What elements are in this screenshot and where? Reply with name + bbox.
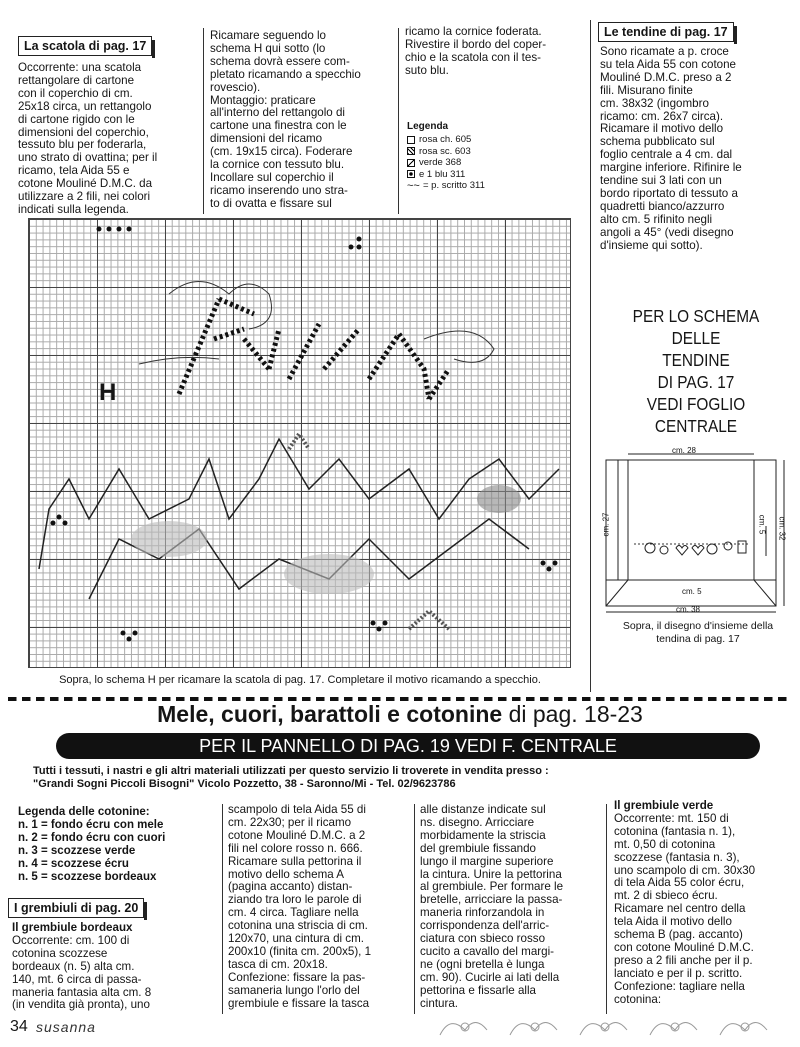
text-line: cotonina (fantasia n. 1), (614, 824, 736, 838)
text-line: Il grembiule verde (614, 799, 714, 812)
text-line: con il coperchio di cm. (18, 86, 133, 100)
text-line: (pagina accanto) distan- (228, 880, 353, 894)
text-line: rovescio). (210, 80, 261, 94)
section-title-tendine: Le tendine di pag. 17 (598, 22, 734, 42)
grembiule-bordeaux-cont (228, 804, 408, 1011)
text-line: d'insieme qui sotto). (600, 238, 703, 252)
legend-title: Legenda (407, 121, 449, 132)
text-line: cm. 4 circa. Tagliare nella (228, 906, 359, 920)
text-line: preso a 2 fili anche per il p. (614, 953, 753, 967)
text-line: su tela Aida 55 con cotone (600, 57, 737, 71)
text-line: Ricamare seguendo lo (210, 29, 327, 42)
swatch-icon (407, 170, 415, 178)
cotonine-title: Legenda delle cotonine: (18, 806, 150, 818)
text-line: cm. 90). Cucirle ai lati della (420, 970, 560, 984)
text-line: tessuto blu per foderarla, (18, 138, 147, 152)
text-line: samaneria lungo l'orlo del (228, 983, 360, 997)
dim-label-bottom-small: cm. 5 (682, 587, 702, 596)
cotonine-item: n. 2 = fondo écru con cuori (18, 832, 166, 844)
cotonine-item: n. 1 = fondo écru con mele (18, 819, 164, 831)
text-line: Sono ricamate a p. croce (600, 45, 729, 58)
text-line: uno scampolo di cm. 30x30 (614, 863, 756, 877)
column-divider (203, 28, 204, 214)
text-line: 25x18 circa, un rettangolo (18, 99, 152, 113)
legend-label: rosa sc. 603 (419, 145, 471, 157)
text-line: dimensioni del coperchio, (18, 125, 149, 139)
notice-line: DI PAG. 17 (657, 372, 735, 392)
notice-line: VEDI FOGLIO (646, 394, 746, 414)
text-line: ricamo la cornice foderata. (405, 25, 542, 38)
text-line: cucito a cavallo del margi- (420, 944, 555, 958)
text-line: angoli a 45° (vedi disegno (600, 225, 734, 239)
text-line: Rivestire il bordo del coper- (405, 37, 547, 51)
banner: PER IL PANNELLO DI PAG. 19 VEDI F. CENTRALE (56, 733, 760, 759)
text-line: fili. Misurano finite (600, 83, 693, 97)
text-line: cotonina scozzese (12, 946, 108, 960)
text-line: Incollare sul coperchio il (210, 170, 334, 184)
cotonine-legend (18, 806, 218, 884)
diagram-caption: Sopra, il disegno d'insieme della tendina di pag. 17 (622, 620, 774, 645)
text-line: Mouliné D.M.C. preso a 2 (600, 70, 732, 84)
text-line: cotone Mouliné D.M.C. a 2 (228, 828, 366, 842)
column-divider (414, 804, 415, 1014)
text-line: con cotone Mouliné D.M.C. (614, 940, 754, 954)
text-line: Occorrente: una scatola (18, 61, 142, 74)
dim-label-right: cm. 32 (777, 516, 787, 541)
text-line: schema H qui sotto (lo (210, 41, 326, 55)
text-line: corrispondenza dell'arric- (420, 919, 550, 933)
text-line: ne (ogni bretella è lunga (420, 957, 545, 971)
text-line: alto cm. 5 rifinito negli (600, 212, 713, 226)
text-line: tela Aida il motivo dello (614, 915, 732, 929)
tendine-text (600, 46, 792, 253)
column-divider (590, 20, 591, 692)
dim-label-left: cm. 27 (601, 512, 611, 537)
text-line: scampolo di tela Aida 55 di (228, 803, 366, 816)
dim-label-right-small: cm. 5 (757, 514, 767, 535)
chart-motif (29, 219, 572, 669)
text-line: schema dovrà essere com- (210, 54, 350, 68)
text-line: la cintura. Unire la pettorina (420, 867, 562, 881)
text-line: maneria fantasia alta cm. 8 (12, 985, 152, 999)
cotonine-item: n. 4 = scozzese écru (18, 858, 129, 870)
dim-label-bottom: cm. 38 (676, 605, 701, 614)
text-line: grembiule e fissare la tasca (228, 996, 370, 1010)
notice-line: DELLE (671, 328, 721, 348)
legend-item (407, 134, 567, 146)
text-line: mt. 2 di sbieco écru. (614, 889, 718, 903)
text-line: Ricamare il motivo dello (600, 122, 724, 136)
text-line: cotonina: (614, 992, 662, 1006)
text-line: di tela Aida 55 color écru, (614, 876, 745, 890)
text-line: bordeaux (n. 5) alta cm. (12, 959, 135, 973)
text-line: utilizzare a 2 fili, nei colori (18, 190, 151, 204)
cotonine-item: n. 5 = scozzese bordeaux (18, 871, 157, 883)
text-line: uno strato di ovattina; per il (18, 151, 158, 165)
brand-logo: susanna (36, 1019, 96, 1035)
text-line: rettangolare di cartone (18, 73, 135, 87)
swatch-icon (407, 147, 415, 155)
grembiule-verde-text (614, 800, 796, 1007)
section-title-scatola: La scatola di pag. 17 (18, 36, 152, 56)
tendine-notice (617, 305, 775, 437)
scatola-finish-text (405, 26, 590, 78)
text-line: la cornice con tessuto blu. (210, 158, 345, 172)
text-line: all'interno del rettangolo di (210, 106, 345, 120)
legend-item (407, 146, 567, 158)
text-line: lanciato e per il p. scritto. (614, 966, 743, 980)
text-line: schema pubblicato sul (600, 135, 715, 149)
scatola-montaggio-text (210, 30, 396, 211)
legend-item (407, 169, 567, 181)
text-line: 140, mt. 6 circa di passa- (12, 972, 142, 986)
text-line: di cartone rigido con le (18, 112, 135, 126)
text-line: Ricamare sulla pettorina il (228, 854, 362, 868)
shop-line: "Grandi Sogni Piccoli Bisogni" Vicolo Pozzetto, 38 - Saronno/Mi - Tel. 02/9623786 (33, 778, 456, 790)
notice-line: TENDINE (662, 350, 730, 370)
text-line: cm. 22x30; per il ricamo (228, 815, 352, 829)
text-line: Confezione: fissare la pas- (228, 970, 366, 984)
legend-label: = p. scritto 311 (423, 180, 485, 192)
text-line: Montaggio: praticare (210, 93, 316, 107)
cotonine-item: n. 3 = scozzese verde (18, 845, 136, 857)
text-line: Occorrente: cm. 100 di (12, 933, 130, 947)
text-line: bretelle, arricciare la passa- (420, 893, 563, 907)
chart-caption: Sopra, lo schema H per ricamare la scatola di pag. 17. Completare il motivo ricamando a specchio. (59, 674, 541, 686)
legend-label: e 1 blu 311 (419, 168, 466, 180)
text-line: lungo il margine superiore (420, 854, 554, 868)
text-line: quadretti bianco/azzurro (600, 199, 725, 213)
cross-stitch-chart (28, 218, 571, 668)
text-line: motivo dello schema A (228, 867, 344, 881)
swatch-icon (407, 136, 415, 144)
text-line: maneria rinforzandola in (420, 906, 545, 920)
text-line: suto blu. (405, 63, 449, 77)
text-line: to di ovatta e fissare sul (210, 196, 332, 210)
notice-line: PER LO SCHEMA (632, 306, 760, 326)
dim-label-top: cm. 28 (672, 446, 697, 455)
section-title-grembiuli: I grembiuli di pag. 20 (8, 898, 144, 918)
text-line: 200x10 (finita cm. 200x5), 1 (228, 944, 372, 958)
text-line: alle distanze indicate sul (420, 803, 546, 816)
text-line: Occorrente: mt. 150 di (614, 811, 729, 825)
text-line: ciatura con sbieco rosso (420, 932, 546, 946)
notice-line: CENTRALE (654, 416, 738, 436)
text-line: (cm. 19x15 circa). Foderare (210, 145, 353, 159)
text-line: ricamo: cm. 26x7 circa). (600, 109, 724, 123)
text-line: scozzese (fantasia n. 3), (614, 850, 740, 864)
text-line: Ricamare nel centro della (614, 902, 746, 916)
text-line: ricamo inserendo uno stra- (210, 183, 348, 197)
text-line: ricamo, tela Aida 55 e (18, 164, 130, 178)
headline-rest: di pag. 18-23 (502, 701, 643, 727)
text-line: cintura. (420, 996, 459, 1010)
text-line: dimensioni del ricamo (210, 132, 323, 146)
text-line: pletato ricamando a specchio (210, 67, 361, 81)
text-line: tendine sui 3 lati con un (600, 174, 722, 188)
wave-icon: ~~ (407, 179, 420, 192)
headline-bold: Mele, cuori, barattoli e cotonine (157, 701, 503, 727)
flower-garland (39, 434, 559, 629)
text-line: cartone una finestra con le (210, 119, 347, 133)
text-line: Il grembiule bordeaux (12, 921, 133, 934)
column-divider (222, 804, 223, 1014)
text-line: indicati sulla legenda. (18, 202, 129, 216)
legend-label: verde 368 (419, 157, 462, 169)
grembiule-confezione-text (420, 804, 600, 1011)
text-line: chio e la scatola con il tes- (405, 50, 541, 64)
text-line: tasca di cm. 20x18. (228, 957, 328, 971)
text-line: bordo riportato di tessuto a (600, 186, 738, 200)
swatch-icon (407, 159, 415, 167)
text-line: ns. disegno. Arricciare (420, 815, 535, 829)
shop-info (33, 765, 773, 791)
legend-item (407, 157, 567, 169)
text-line: foglio centrale a 4 cm. dal (600, 148, 733, 162)
text-line: Confezione: tagliare nella (614, 979, 745, 993)
text-line: schema B (pag. accanto) (614, 928, 743, 942)
text-line: cotonina una striscia di cm. (228, 919, 368, 933)
text-line: (in vendita già pronta), uno (12, 998, 150, 1012)
script-lettering (139, 282, 494, 400)
scatola-occorrente-text (18, 62, 202, 217)
column-divider (606, 804, 607, 1014)
grembiule-bordeaux-text (12, 922, 222, 1012)
page-number: 34 (10, 1018, 28, 1035)
column-divider (398, 28, 399, 214)
text-line: ziando tra loro le parole di (228, 893, 362, 907)
text-line: al grembiule. Per formare le (420, 880, 564, 894)
legend-item (407, 180, 567, 192)
text-line: pettorina e fissarle alla (420, 983, 536, 997)
section-headline (0, 701, 800, 728)
legend-label: rosa ch. 605 (419, 134, 472, 146)
text-line: cotone Mouliné D.M.C. da (18, 177, 153, 191)
floral-border-decoration (430, 1005, 800, 1045)
text-line: del grembiule fissando (420, 841, 537, 855)
text-line: cm. 38x32 (ingombro (600, 96, 709, 110)
text-line: 120x70, una cintura di cm. (228, 932, 364, 946)
text-line: margine inferiore. Rifinire le (600, 161, 742, 175)
text-line: fili nel colore rosso n. 666. (228, 841, 363, 855)
chart-letter: H (99, 379, 117, 406)
text-line: morbidamente la striscia (420, 828, 546, 842)
curtain-inner (628, 460, 754, 580)
text-line: mt. 0,50 di cotonina (614, 837, 716, 851)
shop-line: Tutti i tessuti, i nastri e gli altri materiali utilizzati per questo servizio li troverete in vendita presso : (33, 765, 549, 777)
chart-legend (407, 121, 567, 192)
